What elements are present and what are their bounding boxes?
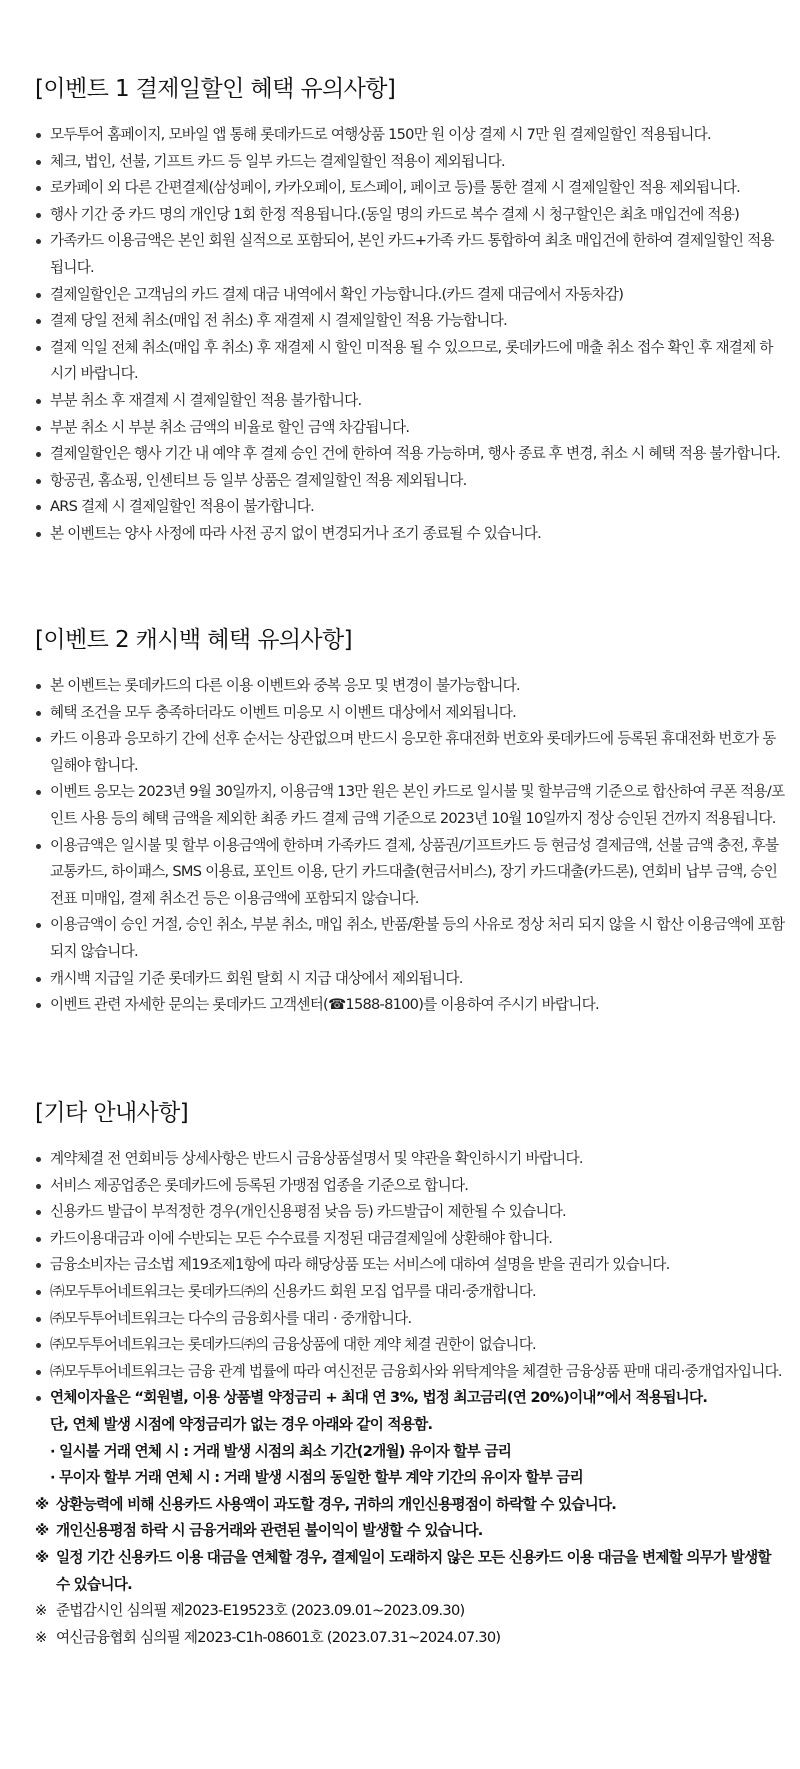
list-item: ARS 결제 시 결제일할인 적용이 불가합니다. [35,494,785,521]
event1-title: [이벤트 1 결제일할인 혜택 유의사항] [35,76,396,102]
event1-section [35,72,785,548]
list-item: 신용카드 발급이 부적정한 경우(개인신용평점 낮음 등) 카드발급이 제한될 수 있습니다. [35,1199,785,1226]
event2-list [35,673,785,1019]
list-item: 체크, 법인, 선불, 기프트 카드 등 일부 카드는 결제일할인 적용이 제외됩니다. [35,149,785,176]
reference-mark-icon: ※ [35,1495,49,1513]
interest-line: 단, 연체 발생 시점에 약정금리가 없는 경우 아래와 같이 적용함. [50,1415,433,1433]
list-item: 항공권, 홈쇼핑, 인센티브 등 일부 상품은 결제일할인 적용 제외됩니다. [35,468,785,495]
interest-line: 연체이자율은 “회원별, 이용 상품별 약정금리 + 최대 연 3%, 법정 최고금리(연 20%)이내”에서 적용됩니다. [50,1389,708,1407]
note-item [35,1545,785,1598]
list-item: 카드이용대금과 이에 수반되는 모든 수수료를 지정된 대금결제일에 상환해야 합니다. [35,1226,785,1253]
note-text: 개인신용평점 하락 시 금융거래와 관련된 불이익이 발생할 수 있습니다. [56,1522,483,1540]
note-text: 준법감시인 심의필 제2023-E19523호 (2023.09.01~2023.09.30) [56,1602,465,1620]
list-item: 결제일할인은 고객님의 카드 결제 대금 내역에서 확인 가능합니다.(카드 결제 대금에서 자동차감) [35,282,785,309]
interest-line: · 일시불 거래 연체 시 : 거래 발생 시점의 최소 기간(2개월) 유이자 할부 금리 [50,1442,512,1460]
list-item: ㈜모두투어네트워크는 금융 관계 법률에 따라 여신전문 금융회사와 위탁계약을 체결한 금융상품 판매 대리·중개업자입니다. [35,1359,785,1386]
list-item: 캐시백 지급일 기준 롯데카드 회원 탈회 시 지급 대상에서 제외됩니다. [35,966,785,993]
list-item: 부분 취소 시 부분 취소 금액의 비율로 할인 금액 차감됩니다. [35,415,785,442]
reference-mark-icon: ※ [35,1628,47,1646]
etc-list [35,1146,785,1492]
event1-list [35,122,785,548]
list-item: 결제 당일 전체 취소(매입 전 취소) 후 재결제 시 결제일할인 적용 가능합니다. [35,308,785,335]
interest-line: · 무이자 할부 거래 연체 시 : 거래 발생 시점의 동일한 할부 계약 기간의 유이자 할부 금리 [50,1469,583,1487]
list-item: ㈜모두투어네트워크는 롯데카드㈜의 금융상품에 대한 계약 체결 권한이 없습니다. [35,1332,785,1359]
list-item: 이벤트 응모는 2023년 9월 30일까지, 이용금액 13만 원은 본인 카드로 일시불 및 할부금액 기준으로 합산하여 쿠폰 적용/포인트 사용 등의 혜택 금액을 제외한 최종 카드 결제 금액 기준으로 2023년 10월 10일까지 정상 승인된 건까지 적용됩니다. [35,779,785,832]
list-item: ㈜모두투어네트워크는 롯데카드㈜의 신용카드 회원 모집 업무를 대리·중개합니다. [35,1279,785,1306]
list-item: 결제 익일 전체 취소(매입 후 취소) 후 재결제 시 할인 미적용 될 수 있으므로, 롯데카드에 매출 취소 접수 확인 후 재결제 하시기 바랍니다. [35,335,785,388]
interest-rate-item [35,1385,785,1491]
reference-mark-icon: ※ [35,1522,49,1540]
list-item: 본 이벤트는 롯데카드의 다른 이용 이벤트와 중복 응모 및 변경이 불가능합니다. [35,673,785,700]
list-item: 계약체결 전 연회비등 상세사항은 반드시 금융상품설명서 및 약관을 확인하시기 바랍니다. [35,1146,785,1173]
list-item: 이벤트 관련 자세한 문의는 롯데카드 고객센터(☎1588-8100)를 이용하여 주시기 바랍니다. [35,992,785,1019]
reference-mark-icon: ※ [35,1548,49,1566]
list-item: 이용금액이 승인 거절, 승인 취소, 부분 취소, 매입 취소, 반품/환불 등의 사유로 정상 처리 되지 않을 시 합산 이용금액에 포함되지 않습니다. [35,912,785,965]
list-item: 행사 기간 중 카드 명의 개인당 1회 한정 적용됩니다.(동일 명의 카드로 복수 결제 시 청구할인은 최초 매입건에 적용) [35,202,785,229]
list-item: 이용금액은 일시불 및 할부 이용금액에 한하며 가족카드 결제, 상품권/기프트카드 등 현금성 결제금액, 선불 금액 충전, 후불교통카드, 하이패스, SMS 이용료, 포인트 이용, 단기 카드대출(현금서비스), 장기 카드대출(카드론), 연회비 납부 금액, 승인 전표 미매입, 결제 취소건 등은 이용금액에 포함되지 않습니다. [35,833,785,913]
etc-title: [기타 안내사항] [35,1100,189,1126]
list-item: 모두투어 홈페이지, 모바일 앱 통해 롯데카드로 여행상품 150만 원 이상 결제 시 7만 원 결제일할인 적용됩니다. [35,122,785,149]
list-item: 금융소비자는 금소법 제19조제1항에 따라 해당상품 또는 서비스에 대하여 설명을 받을 권리가 있습니다. [35,1252,785,1279]
list-item: 결제일할인은 행사 기간 내 예약 후 결제 승인 건에 한하여 적용 가능하며, 행사 종료 후 변경, 취소 시 혜택 적용 불가합니다. [35,441,785,468]
event2-title: [이벤트 2 캐시백 혜택 유의사항] [35,627,353,653]
list-item: 본 이벤트는 양사 사정에 따라 사전 공지 없이 변경되거나 조기 종료될 수 있습니다. [35,521,785,548]
list-item: 로카페이 외 다른 간편결제(삼성페이, 카카오페이, 토스페이, 페이코 등)를 통한 결제 시 결제일할인 적용 제외됩니다. [35,175,785,202]
list-item: 부분 취소 후 재결제 시 결제일할인 적용 불가합니다. [35,388,785,415]
etc-section [35,1096,785,1651]
list-item: 카드 이용과 응모하기 간에 선후 순서는 상관없으며 반드시 응모한 휴대전화 번호와 롯데카드에 등록된 휴대전화 번호가 동일해야 합니다. [35,726,785,779]
note-text: 상환능력에 비해 신용카드 사용액이 과도할 경우, 귀하의 개인신용평점이 하락할 수 있습니다. [56,1495,617,1513]
note-item [35,1492,785,1519]
list-item: 혜택 조건을 모두 충족하더라도 이벤트 미응모 시 이벤트 대상에서 제외됩니다. [35,700,785,727]
note-item [35,1598,785,1625]
event2-section [35,623,785,1019]
notes-list [35,1492,785,1652]
note-item [35,1625,785,1652]
list-item: 가족카드 이용금액은 본인 회원 실적으로 포함되어, 본인 카드+가족 카드 통합하여 최초 매입건에 한하여 결제일할인 적용됩니다. [35,228,785,281]
note-text: 여신금융협회 심의필 제2023-C1h-08601호 (2023.07.31~2024.07.30) [56,1628,501,1646]
list-item: ㈜모두투어네트워크는 다수의 금융회사를 대리 · 중개합니다. [35,1306,785,1333]
note-text: 일정 기간 신용카드 이용 대금을 연체할 경우, 결제일이 도래하지 않은 모든 신용카드 이용 대금을 변제할 의무가 발생할 수 있습니다. [56,1548,771,1593]
reference-mark-icon: ※ [35,1602,47,1620]
list-item: 서비스 제공업종은 롯데카드에 등록된 가맹점 업종을 기준으로 합니다. [35,1173,785,1200]
note-item [35,1518,785,1545]
